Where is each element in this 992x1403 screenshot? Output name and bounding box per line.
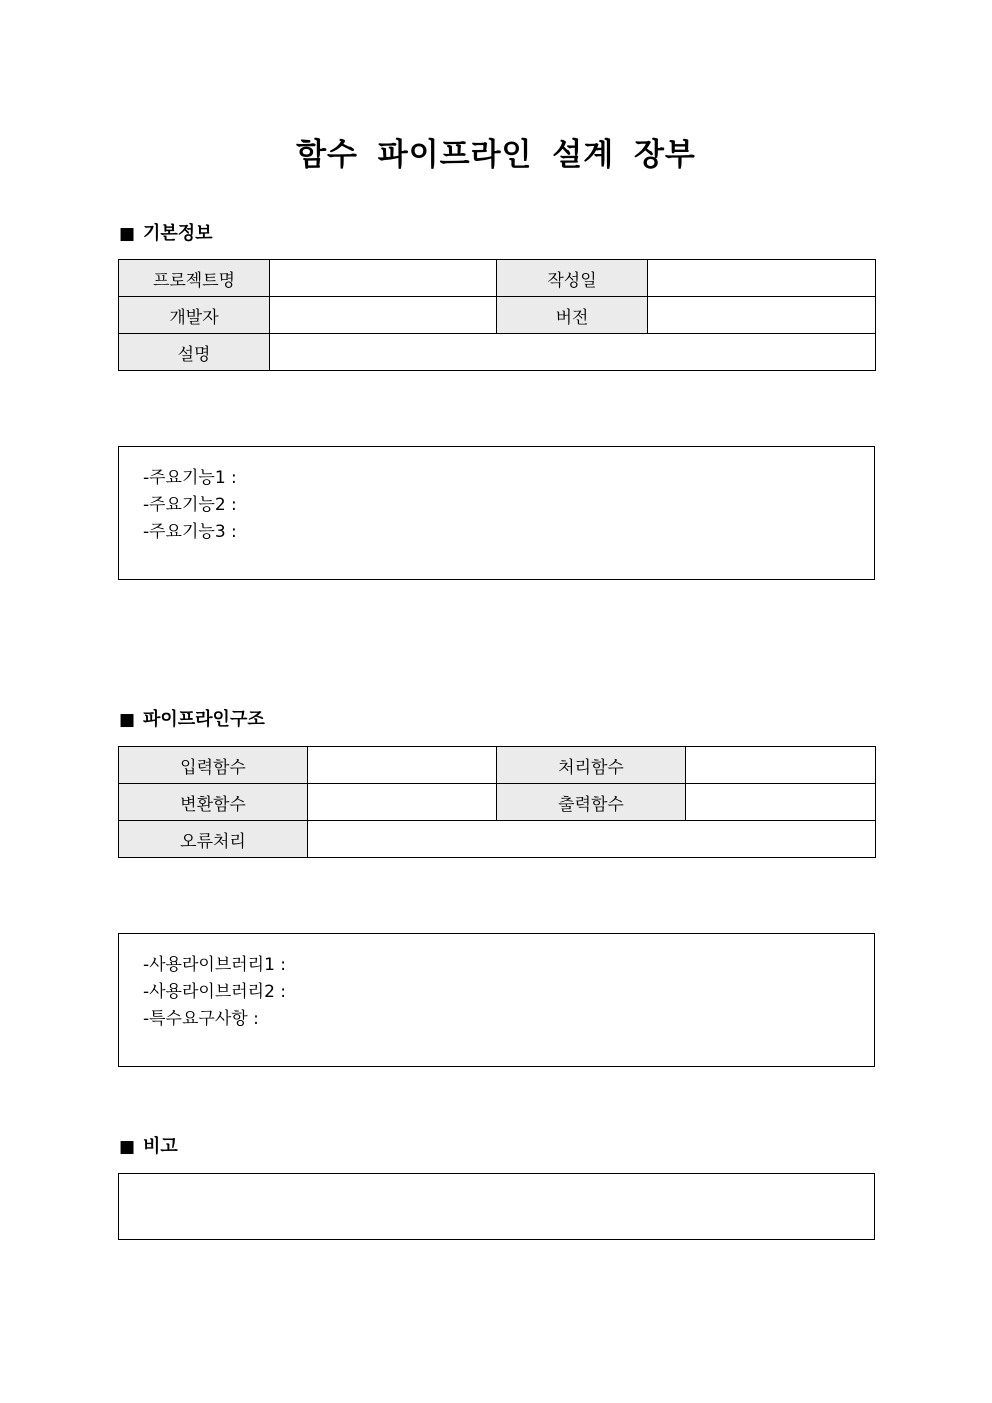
feature-line-1: -주요기능1 : — [143, 468, 237, 488]
feature-line-3: -주요기능3 : — [143, 522, 237, 542]
table-row — [119, 784, 876, 821]
table-row — [119, 821, 876, 858]
created-date-label: 작성일 — [497, 260, 648, 297]
table-row — [119, 747, 876, 784]
project-name-label: 프로젝트명 — [119, 260, 270, 297]
version-label: 버전 — [497, 297, 648, 334]
input-function-label: 입력함수 — [119, 747, 308, 784]
library-line-1: -사용라이브러리1 : — [143, 955, 287, 975]
square-bullet-icon: ■ — [119, 710, 136, 730]
features-box[interactable] — [118, 446, 875, 580]
process-function-label: 처리함수 — [497, 747, 686, 784]
input-function-field[interactable] — [308, 747, 497, 784]
error-handling-field[interactable] — [308, 821, 876, 858]
description-field[interactable] — [270, 334, 876, 371]
library-line-2: -사용라이브러리2 : — [143, 982, 287, 1002]
basic-info-table — [118, 259, 876, 371]
basic-info-heading — [119, 222, 213, 246]
feature-line-2: -주요기능2 : — [143, 495, 237, 515]
developer-label: 개발자 — [119, 297, 270, 334]
library-box[interactable] — [118, 933, 875, 1067]
square-bullet-icon: ■ — [119, 1137, 136, 1157]
pipeline-table — [118, 746, 876, 858]
error-handling-label: 오류처리 — [119, 821, 308, 858]
special-requirements-line: -특수요구사항 : — [143, 1009, 259, 1029]
transform-function-label: 변환함수 — [119, 784, 308, 821]
page-title: 함수 파이프라인 설계 장부 — [296, 137, 696, 173]
developer-field[interactable] — [270, 297, 497, 334]
notes-box[interactable] — [118, 1173, 875, 1240]
table-row — [119, 260, 876, 297]
pipeline-heading — [119, 708, 265, 732]
notes-heading — [119, 1135, 178, 1159]
output-function-label: 출력함수 — [497, 784, 686, 821]
square-bullet-icon: ■ — [119, 224, 136, 244]
transform-function-field[interactable] — [308, 784, 497, 821]
basic-info-heading-text: 기본정보 — [143, 223, 213, 244]
created-date-field[interactable] — [648, 260, 876, 297]
table-row — [119, 297, 876, 334]
process-function-field[interactable] — [686, 747, 876, 784]
version-field[interactable] — [648, 297, 876, 334]
description-label: 설명 — [119, 334, 270, 371]
output-function-field[interactable] — [686, 784, 876, 821]
pipeline-heading-text: 파이프라인구조 — [143, 709, 265, 730]
project-name-field[interactable] — [270, 260, 497, 297]
notes-heading-text: 비고 — [143, 1136, 178, 1157]
table-row — [119, 334, 876, 371]
